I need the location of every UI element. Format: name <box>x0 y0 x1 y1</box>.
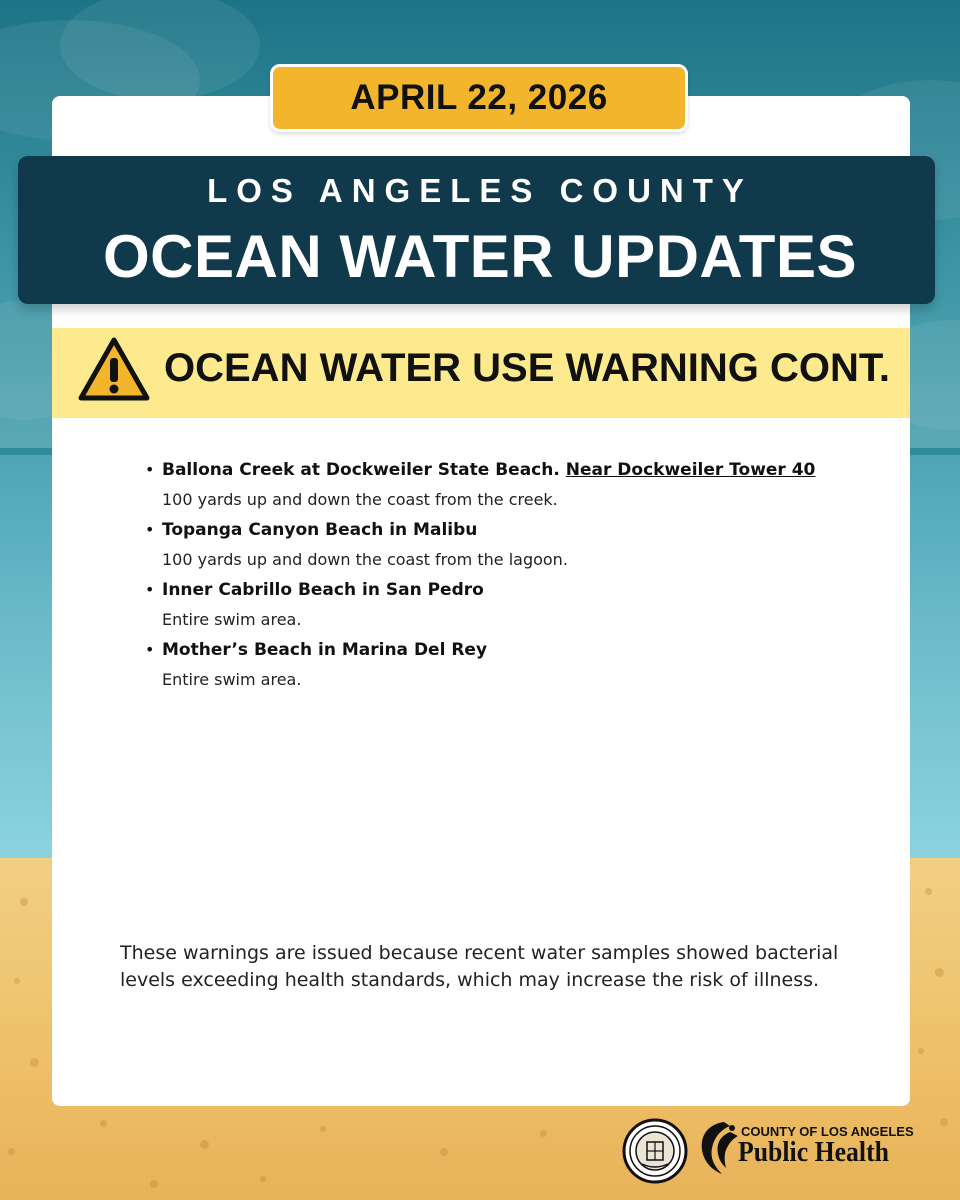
date-text: APRIL 22, 2026 <box>350 78 608 117</box>
list-item <box>145 576 885 636</box>
location-detail: 100 yards up and down the coast from the creek. <box>162 490 558 509</box>
warning-triangle-icon <box>78 336 150 402</box>
warning-note: These warnings are issued because recent water samples showed bacterial levels exceeding health standards, which may increase the risk of illness. <box>120 942 839 991</box>
header-title: OCEAN WATER UPDATES <box>103 223 857 290</box>
bullet: • <box>145 580 155 599</box>
list-item <box>145 456 885 516</box>
location-detail: Entire swim area. <box>162 610 302 629</box>
header-subtitle: LOS ANGELES COUNTY <box>207 172 753 209</box>
list-item <box>145 516 885 576</box>
location-link[interactable]: Near Dockweiler Tower 40 <box>565 460 816 480</box>
bullet: • <box>145 640 155 659</box>
bullet: • <box>145 520 155 539</box>
location-detail: 100 yards up and down the coast from the lagoon. <box>162 550 568 569</box>
location-list <box>145 456 885 696</box>
location-name: Inner Cabrillo Beach in San Pedro <box>162 580 484 600</box>
bullet: • <box>145 460 155 479</box>
org-title: Public Health <box>738 1137 889 1168</box>
date-badge <box>270 64 688 132</box>
location-detail: Entire swim area. <box>162 670 302 689</box>
public-health-logo-icon <box>694 1118 740 1176</box>
location-name: Mother’s Beach in Marina Del Rey <box>162 640 488 660</box>
location-name: Topanga Canyon Beach in Malibu <box>162 520 478 540</box>
location-name: Ballona Creek at Dockweiler State Beach. Near Dockweiler Tower 40 <box>162 460 816 480</box>
warning-title: OCEAN WATER USE WARNING CONT. <box>164 346 890 390</box>
list-item <box>145 636 885 696</box>
org-county: COUNTY OF LOS ANGELES <box>741 1124 914 1139</box>
county-seal-icon <box>622 1118 688 1184</box>
